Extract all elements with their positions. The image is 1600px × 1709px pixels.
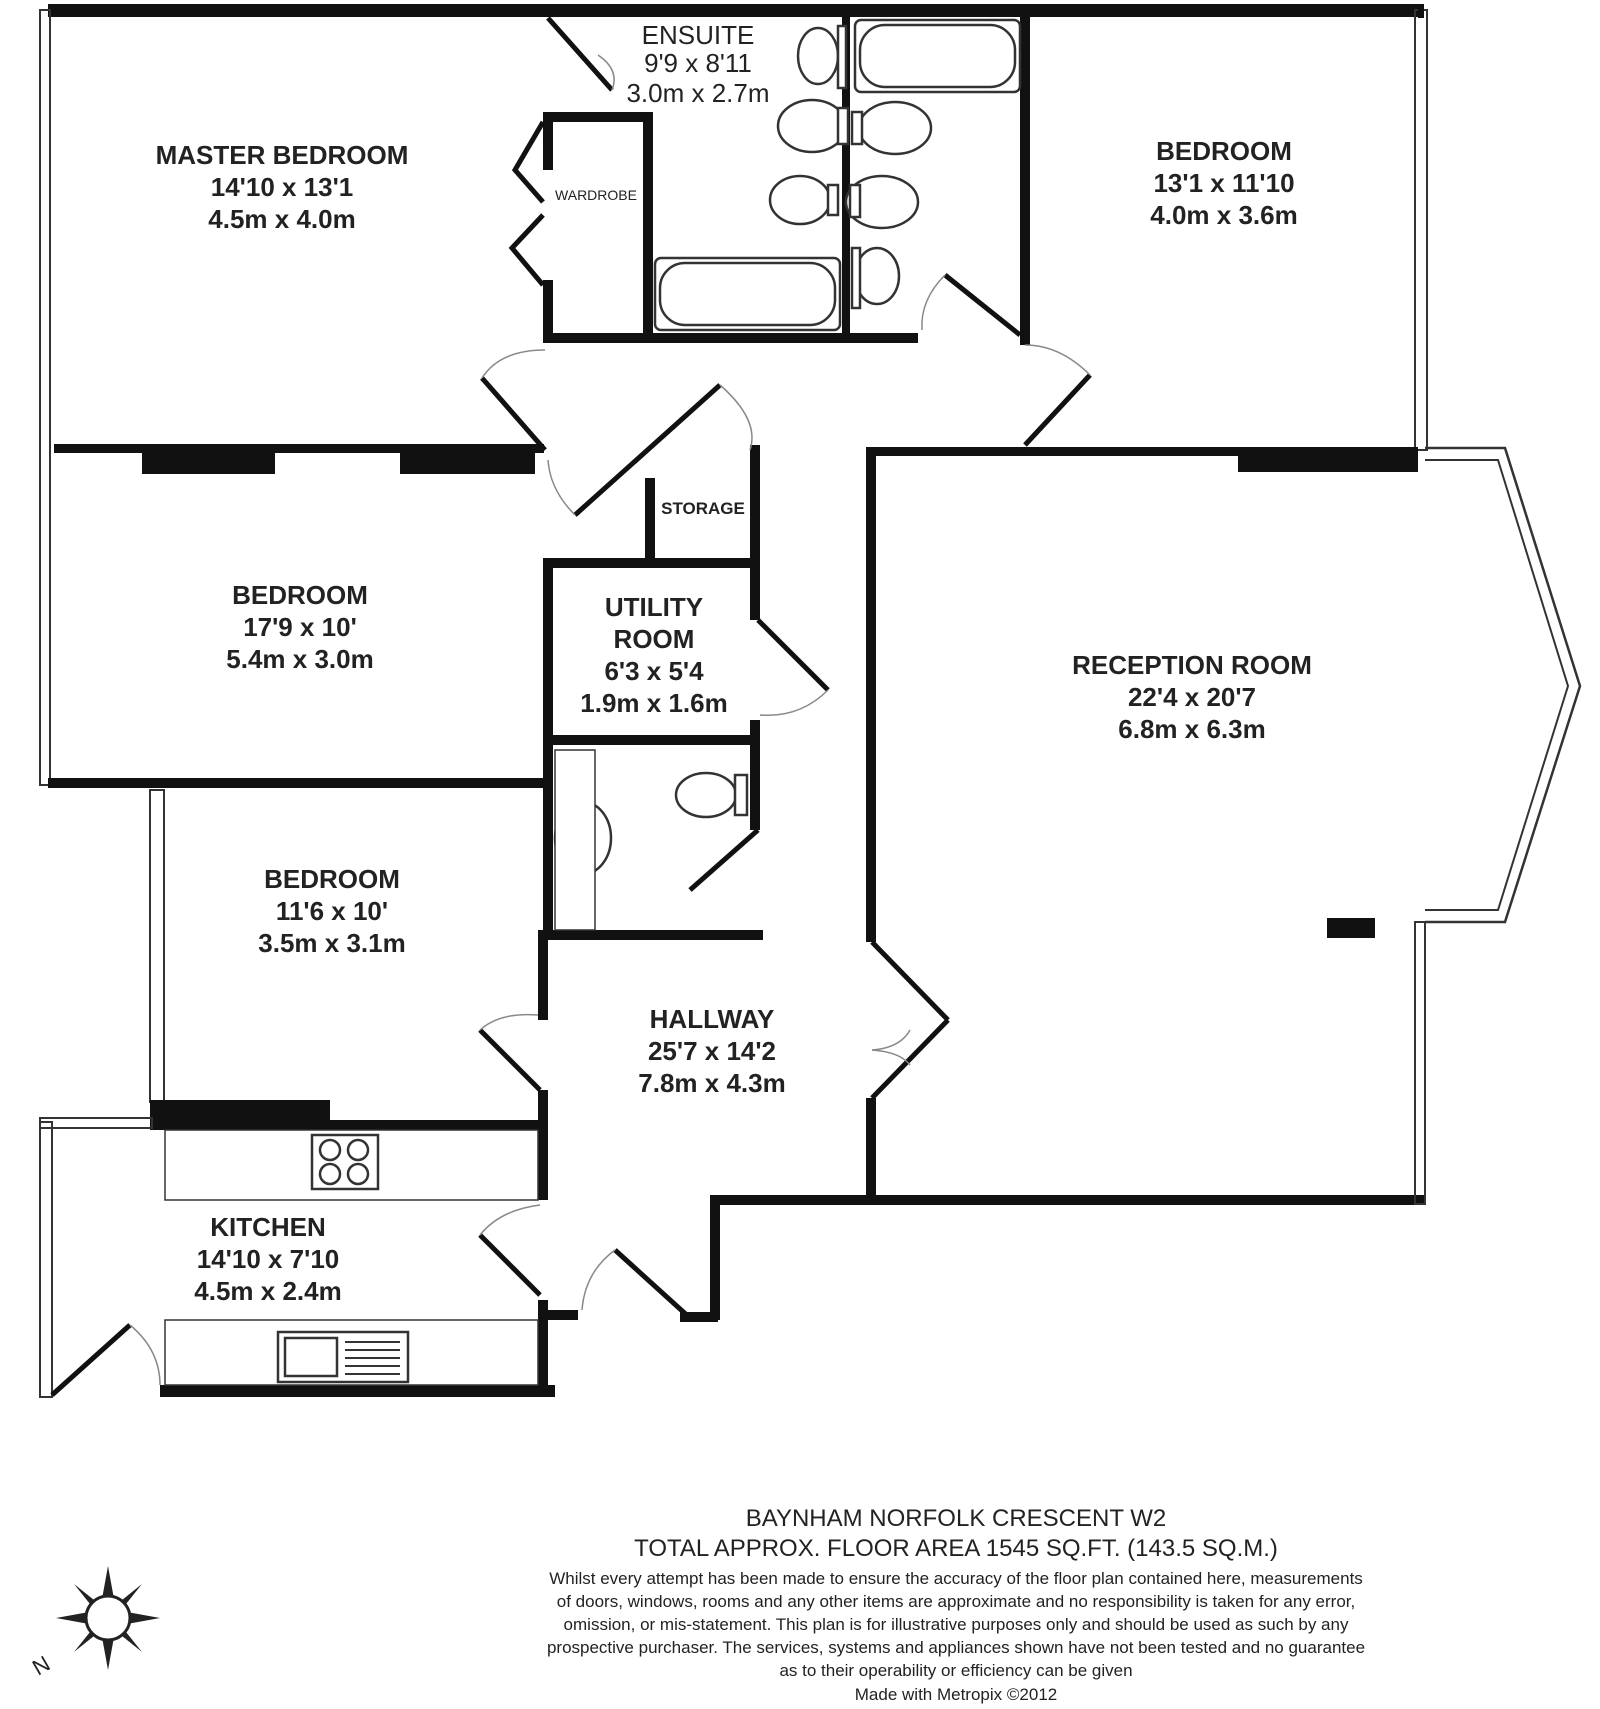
- disclaimer-line: of doors, windows, rooms and any other items are approximate and no responsibility is taken for any error,: [556, 1592, 1356, 1611]
- bedroom-2-name: BEDROOM: [232, 580, 368, 610]
- footer: [547, 1505, 1365, 1704]
- bedroom-1-dim-metric: 4.0m x 3.6m: [1150, 200, 1298, 230]
- kitchen-dim-metric: 4.5m x 2.4m: [194, 1276, 342, 1306]
- bedroom-2-dim-metric: 5.4m x 3.0m: [226, 644, 374, 674]
- master-bedroom-dim-imperial: 14'10 x 13'1: [210, 172, 354, 202]
- hallway-dim-metric: 7.8m x 4.3m: [638, 1068, 786, 1098]
- master-bedroom-name: MASTER BEDROOM: [155, 140, 409, 170]
- compass-icon: [28, 1566, 160, 1680]
- ensuite-name: ENSUITE: [641, 20, 755, 50]
- footer-address: BAYNHAM NORFOLK CRESCENT W2: [745, 1505, 1167, 1532]
- footer-credit: Made with Metropix ©2012: [854, 1685, 1058, 1704]
- wardrobe-label: WARDROBE: [555, 187, 637, 203]
- reception-room-dim-metric: 6.8m x 6.3m: [1118, 714, 1266, 744]
- kitchen-dim-imperial: 14'10 x 7'10: [196, 1244, 340, 1274]
- reception-room-dim-imperial: 22'4 x 20'7: [1127, 682, 1257, 712]
- utility-room-dim-imperial: 6'3 x 5'4: [604, 656, 704, 686]
- disclaimer-line: as to their operability or efficiency can be given: [779, 1661, 1133, 1680]
- utility-room-name-line2: ROOM: [613, 624, 695, 654]
- disclaimer-line: prospective purchaser. The services, systems and appliances shown have not been tested and no guarantee: [546, 1638, 1366, 1657]
- bedroom-3-name: BEDROOM: [264, 864, 400, 894]
- footer-total-area: TOTAL APPROX. FLOOR AREA 1545 SQ.FT. (143.5 SQ.M.): [634, 1535, 1278, 1562]
- utility-room-dim-metric: 1.9m x 1.6m: [580, 688, 728, 718]
- bedroom-2-dim-imperial: 17'9 x 10': [243, 612, 357, 642]
- reception-room-name: RECEPTION ROOM: [1072, 650, 1312, 680]
- bedroom-3-dim-imperial: 11'6 x 10': [275, 896, 389, 926]
- hallway-name: HALLWAY: [649, 1004, 775, 1034]
- hallway-dim-imperial: 25'7 x 14'2: [647, 1036, 777, 1066]
- ensuite-dim-imperial: 9'9 x 8'11: [644, 48, 752, 78]
- disclaimer-line: omission, or mis-statement. This plan is for illustrative purposes only and should be used as such by any: [563, 1615, 1349, 1634]
- storage-label: STORAGE: [661, 499, 745, 518]
- bedroom-1-dim-imperial: 13'1 x 11'10: [1153, 168, 1295, 198]
- bedroom-3-dim-metric: 3.5m x 3.1m: [258, 928, 406, 958]
- master-bedroom-dim-metric: 4.5m x 4.0m: [208, 204, 356, 234]
- compass-north-label: N: [28, 1650, 55, 1681]
- disclaimer-line: Whilst every attempt has been made to ensure the accuracy of the floor plan contained here, measurements: [549, 1569, 1363, 1588]
- ensuite-dim-metric: 3.0m x 2.7m: [626, 78, 770, 108]
- bedroom-1-name: BEDROOM: [1156, 136, 1292, 166]
- utility-room-name-line1: UTILITY: [604, 592, 704, 622]
- kitchen-name: KITCHEN: [210, 1212, 326, 1242]
